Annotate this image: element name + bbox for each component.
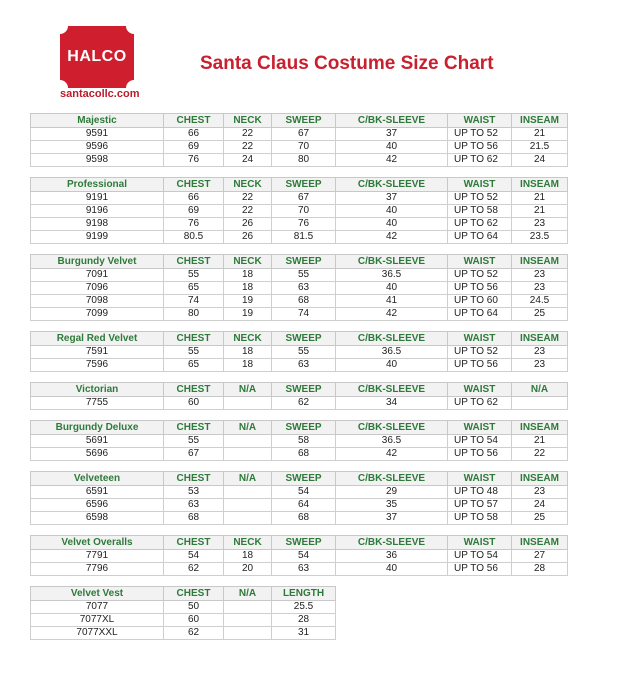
- table-cell: 70: [272, 205, 336, 218]
- column-header: WAIST: [448, 178, 512, 192]
- table-row: [31, 295, 568, 308]
- model-name: Professional: [31, 178, 164, 192]
- table-cell: 68: [272, 448, 336, 461]
- column-header: C/BK-SLEEVE: [336, 332, 448, 346]
- table-cell: 40: [336, 563, 448, 576]
- table-cell: UP TO 58: [448, 512, 512, 525]
- table-cell: UP TO 58: [448, 205, 512, 218]
- column-header: CHEST: [164, 536, 224, 550]
- table-cell: 68: [164, 512, 224, 525]
- table-cell: 7077: [31, 601, 164, 614]
- table-row: [31, 512, 568, 525]
- table-cell: 31: [272, 627, 336, 640]
- table-cell: 22: [224, 128, 272, 141]
- page-title: Santa Claus Costume Size Chart: [200, 53, 494, 74]
- table-cell: 29: [336, 486, 448, 499]
- table-row: [31, 205, 568, 218]
- table-cell: [224, 448, 272, 461]
- table-cell: 66: [164, 192, 224, 205]
- table-cell: 23: [512, 269, 568, 282]
- table-cell: 40: [336, 282, 448, 295]
- table-cell: 7098: [31, 295, 164, 308]
- table-cell: 7755: [31, 397, 164, 410]
- table-header-row: [31, 536, 568, 550]
- table-row: [31, 486, 568, 499]
- model-name: Velveteen: [31, 472, 164, 486]
- table-cell: 21: [512, 128, 568, 141]
- table-cell: 53: [164, 486, 224, 499]
- table-cell: 26: [224, 218, 272, 231]
- table-cell: UP TO 52: [448, 346, 512, 359]
- table-row: [31, 154, 568, 167]
- table-cell: 55: [164, 269, 224, 282]
- logo-text: HALCO: [67, 48, 127, 65]
- table-row: [31, 218, 568, 231]
- size-table: [30, 382, 568, 410]
- table-cell: 55: [164, 435, 224, 448]
- column-header: WAIST: [448, 332, 512, 346]
- table-cell: 54: [272, 550, 336, 563]
- size-table: [30, 113, 568, 167]
- table-cell: 24: [512, 154, 568, 167]
- table-cell: 22: [512, 448, 568, 461]
- table-cell: 42: [336, 308, 448, 321]
- table-cell: 23: [512, 218, 568, 231]
- table-cell: 5696: [31, 448, 164, 461]
- table-cell: 18: [224, 359, 272, 372]
- size-table: [30, 420, 568, 461]
- column-header: SWEEP: [272, 255, 336, 269]
- table-cell: 37: [336, 192, 448, 205]
- table-cell: 54: [272, 486, 336, 499]
- table-cell: 24: [512, 499, 568, 512]
- table-cell: 76: [164, 154, 224, 167]
- table-cell: [224, 601, 272, 614]
- table-header-row: [31, 587, 336, 601]
- table-header-row: [31, 421, 568, 435]
- table-cell: 69: [164, 141, 224, 154]
- table-cell: 42: [336, 231, 448, 244]
- table-cell: 23: [512, 346, 568, 359]
- column-header: CHEST: [164, 114, 224, 128]
- column-header: WAIST: [448, 472, 512, 486]
- table-cell: 63: [272, 563, 336, 576]
- column-header: CHEST: [164, 472, 224, 486]
- model-name: Velvet Overalls: [31, 536, 164, 550]
- table-cell: [224, 435, 272, 448]
- table-cell: 81.5: [272, 231, 336, 244]
- column-header: NECK: [224, 114, 272, 128]
- table-cell: [224, 486, 272, 499]
- table-cell: 62: [164, 627, 224, 640]
- column-header: WAIST: [448, 114, 512, 128]
- halco-logo: [60, 26, 134, 88]
- table-cell: UP TO 64: [448, 308, 512, 321]
- table-cell: UP TO 64: [448, 231, 512, 244]
- table-cell: UP TO 62: [448, 218, 512, 231]
- table-cell: 54: [164, 550, 224, 563]
- column-header: SWEEP: [272, 536, 336, 550]
- table-cell: 63: [272, 282, 336, 295]
- table-cell: 27: [512, 550, 568, 563]
- column-header: N/A: [224, 472, 272, 486]
- table-row: [31, 499, 568, 512]
- table-cell: [224, 397, 272, 410]
- table-cell: UP TO 56: [448, 448, 512, 461]
- table-row: [31, 128, 568, 141]
- column-header: SWEEP: [272, 472, 336, 486]
- table-cell: 40: [336, 218, 448, 231]
- column-header: C/BK-SLEEVE: [336, 383, 448, 397]
- table-cell: 40: [336, 205, 448, 218]
- table-cell: 37: [336, 512, 448, 525]
- column-header: C/BK-SLEEVE: [336, 255, 448, 269]
- table-cell: 7077XL: [31, 614, 164, 627]
- table-cell: 9199: [31, 231, 164, 244]
- table-row: [31, 141, 568, 154]
- table-cell: 22: [224, 205, 272, 218]
- column-header: C/BK-SLEEVE: [336, 114, 448, 128]
- table-cell: 63: [164, 499, 224, 512]
- column-header: SWEEP: [272, 114, 336, 128]
- table-cell: 62: [164, 563, 224, 576]
- table-cell: 6598: [31, 512, 164, 525]
- table-cell: 7591: [31, 346, 164, 359]
- model-name: Victorian: [31, 383, 164, 397]
- table-header-row: [31, 332, 568, 346]
- table-cell: 19: [224, 295, 272, 308]
- column-header: CHEST: [164, 178, 224, 192]
- column-header: INSEAM: [512, 536, 568, 550]
- table-cell: 36.5: [336, 269, 448, 282]
- column-header: CHEST: [164, 587, 224, 601]
- table-cell: UP TO 54: [448, 435, 512, 448]
- size-table: [30, 535, 568, 576]
- table-cell: [224, 499, 272, 512]
- table-cell: 41: [336, 295, 448, 308]
- table-cell: 63: [272, 359, 336, 372]
- table-cell: 37: [336, 128, 448, 141]
- table-cell: 35: [336, 499, 448, 512]
- table-row: [31, 269, 568, 282]
- table-cell: 65: [164, 282, 224, 295]
- model-name: Regal Red Velvet: [31, 332, 164, 346]
- column-header: INSEAM: [512, 178, 568, 192]
- table-header-row: [31, 383, 568, 397]
- column-header: SWEEP: [272, 332, 336, 346]
- table-cell: 80.5: [164, 231, 224, 244]
- table-cell: 80: [272, 154, 336, 167]
- table-cell: 65: [164, 359, 224, 372]
- table-cell: 7077XXL: [31, 627, 164, 640]
- table-cell: UP TO 56: [448, 282, 512, 295]
- column-header: N/A: [224, 587, 272, 601]
- model-name: Burgundy Velvet: [31, 255, 164, 269]
- table-cell: 40: [336, 141, 448, 154]
- table-header-row: [31, 472, 568, 486]
- table-cell: 25.5: [272, 601, 336, 614]
- table-row: [31, 346, 568, 359]
- table-cell: 21: [512, 435, 568, 448]
- column-header: NECK: [224, 178, 272, 192]
- column-header: INSEAM: [512, 472, 568, 486]
- table-cell: 55: [164, 346, 224, 359]
- column-header: WAIST: [448, 383, 512, 397]
- column-header: N/A: [224, 421, 272, 435]
- table-row: [31, 192, 568, 205]
- table-cell: 9591: [31, 128, 164, 141]
- column-header: WAIST: [448, 421, 512, 435]
- table-cell: 67: [272, 192, 336, 205]
- table-cell: [224, 627, 272, 640]
- table-cell: 28: [512, 563, 568, 576]
- table-cell: 21: [512, 205, 568, 218]
- size-table: [30, 331, 568, 372]
- table-cell: 23: [512, 282, 568, 295]
- table-cell: 55: [272, 269, 336, 282]
- table-cell: 7796: [31, 563, 164, 576]
- model-name: Majestic: [31, 114, 164, 128]
- table-row: [31, 359, 568, 372]
- table-cell: 9198: [31, 218, 164, 231]
- column-header: C/BK-SLEEVE: [336, 178, 448, 192]
- table-cell: 67: [272, 128, 336, 141]
- column-header: NECK: [224, 536, 272, 550]
- table-row: [31, 614, 336, 627]
- column-header: C/BK-SLEEVE: [336, 421, 448, 435]
- table-cell: 62: [272, 397, 336, 410]
- table-cell: 18: [224, 550, 272, 563]
- size-table: [30, 586, 336, 640]
- table-cell: 6591: [31, 486, 164, 499]
- column-header: SWEEP: [272, 421, 336, 435]
- table-cell: UP TO 54: [448, 550, 512, 563]
- logo-notch: [126, 18, 142, 34]
- table-cell: 24.5: [512, 295, 568, 308]
- table-cell: UP TO 52: [448, 192, 512, 205]
- table-cell: UP TO 56: [448, 563, 512, 576]
- table-cell: UP TO 48: [448, 486, 512, 499]
- table-cell: 21: [512, 192, 568, 205]
- table-cell: 66: [164, 128, 224, 141]
- table-cell: 58: [272, 435, 336, 448]
- table-cell: 60: [164, 614, 224, 627]
- table-row: [31, 550, 568, 563]
- table-cell: 18: [224, 269, 272, 282]
- table-cell: 64: [272, 499, 336, 512]
- column-header: WAIST: [448, 255, 512, 269]
- column-header: INSEAM: [512, 332, 568, 346]
- model-name: Burgundy Deluxe: [31, 421, 164, 435]
- column-header: SWEEP: [272, 383, 336, 397]
- size-table: [30, 254, 568, 321]
- table-cell: 69: [164, 205, 224, 218]
- table-cell: 28: [272, 614, 336, 627]
- column-header: LENGTH: [272, 587, 336, 601]
- column-header: N/A: [512, 383, 568, 397]
- table-cell: 9196: [31, 205, 164, 218]
- column-header: NECK: [224, 332, 272, 346]
- site-link[interactable]: santacollc.com: [60, 88, 140, 100]
- column-header: CHEST: [164, 383, 224, 397]
- table-cell: 76: [272, 218, 336, 231]
- table-cell: 42: [336, 154, 448, 167]
- table-cell: 22: [224, 192, 272, 205]
- table-cell: 50: [164, 601, 224, 614]
- table-row: [31, 563, 568, 576]
- table-cell: 23.5: [512, 231, 568, 244]
- column-header: N/A: [224, 383, 272, 397]
- table-cell: 7091: [31, 269, 164, 282]
- table-header-row: [31, 178, 568, 192]
- table-cell: 5691: [31, 435, 164, 448]
- table-cell: 74: [272, 308, 336, 321]
- size-table: [30, 177, 568, 244]
- column-header: CHEST: [164, 332, 224, 346]
- column-header: INSEAM: [512, 255, 568, 269]
- model-name: Velvet Vest: [31, 587, 164, 601]
- table-header-row: [31, 114, 568, 128]
- table-cell: 80: [164, 308, 224, 321]
- table-cell: 36.5: [336, 346, 448, 359]
- table-cell: UP TO 62: [448, 397, 512, 410]
- table-row: [31, 282, 568, 295]
- table-cell: 7096: [31, 282, 164, 295]
- table-cell: 36.5: [336, 435, 448, 448]
- table-cell: 70: [272, 141, 336, 154]
- table-cell: 26: [224, 231, 272, 244]
- table-row: [31, 448, 568, 461]
- table-row: [31, 601, 336, 614]
- table-cell: 42: [336, 448, 448, 461]
- table-row: [31, 627, 336, 640]
- column-header: C/BK-SLEEVE: [336, 536, 448, 550]
- table-cell: 18: [224, 346, 272, 359]
- table-cell: 6596: [31, 499, 164, 512]
- table-cell: UP TO 56: [448, 359, 512, 372]
- table-cell: 24: [224, 154, 272, 167]
- size-table: [30, 471, 568, 525]
- column-header: NECK: [224, 255, 272, 269]
- table-cell: UP TO 57: [448, 499, 512, 512]
- table-cell: 68: [272, 512, 336, 525]
- table-cell: [512, 397, 568, 410]
- table-cell: UP TO 56: [448, 141, 512, 154]
- table-cell: 36: [336, 550, 448, 563]
- table-cell: 23: [512, 486, 568, 499]
- table-cell: 25: [512, 512, 568, 525]
- table-cell: 25: [512, 308, 568, 321]
- table-cell: UP TO 52: [448, 269, 512, 282]
- table-cell: 55: [272, 346, 336, 359]
- table-cell: [224, 614, 272, 627]
- column-header: CHEST: [164, 421, 224, 435]
- table-cell: 7099: [31, 308, 164, 321]
- table-row: [31, 435, 568, 448]
- table-cell: 60: [164, 397, 224, 410]
- table-row: [31, 397, 568, 410]
- table-header-row: [31, 255, 568, 269]
- table-cell: 22: [224, 141, 272, 154]
- table-cell: 7791: [31, 550, 164, 563]
- column-header: SWEEP: [272, 178, 336, 192]
- table-cell: 19: [224, 308, 272, 321]
- table-cell: 40: [336, 359, 448, 372]
- table-row: [31, 308, 568, 321]
- table-cell: UP TO 60: [448, 295, 512, 308]
- column-header: CHEST: [164, 255, 224, 269]
- table-cell: 67: [164, 448, 224, 461]
- table-cell: 68: [272, 295, 336, 308]
- table-cell: 21.5: [512, 141, 568, 154]
- size-tables: [30, 113, 568, 650]
- table-cell: UP TO 62: [448, 154, 512, 167]
- logo-notch: [52, 18, 68, 34]
- table-row: [31, 231, 568, 244]
- table-cell: 76: [164, 218, 224, 231]
- table-cell: 34: [336, 397, 448, 410]
- column-header: WAIST: [448, 536, 512, 550]
- table-cell: 9598: [31, 154, 164, 167]
- table-cell: 18: [224, 282, 272, 295]
- table-cell: 23: [512, 359, 568, 372]
- column-header: INSEAM: [512, 421, 568, 435]
- table-cell: 9191: [31, 192, 164, 205]
- column-header: C/BK-SLEEVE: [336, 472, 448, 486]
- table-cell: [224, 512, 272, 525]
- table-cell: UP TO 52: [448, 128, 512, 141]
- table-cell: 74: [164, 295, 224, 308]
- table-cell: 7596: [31, 359, 164, 372]
- column-header: INSEAM: [512, 114, 568, 128]
- table-cell: 9596: [31, 141, 164, 154]
- table-cell: 20: [224, 563, 272, 576]
